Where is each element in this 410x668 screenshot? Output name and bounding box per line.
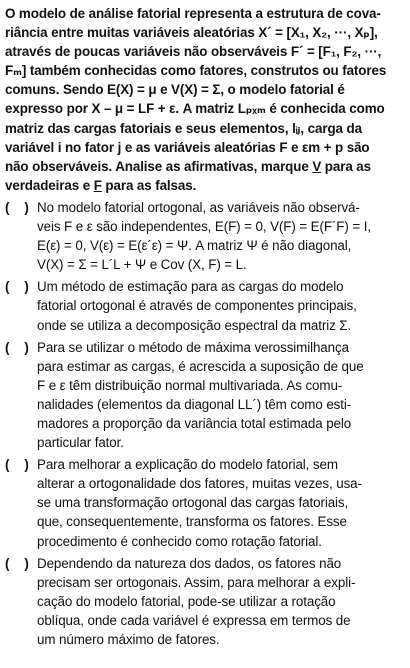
statement-text bbox=[37, 277, 404, 334]
statement-text bbox=[37, 338, 404, 453]
statement-line: particular fator. bbox=[37, 435, 124, 451]
statement-text: para as falsas. bbox=[105, 177, 197, 193]
statement-line: Dependendo da natureza dos dados, os fatores não bbox=[37, 555, 342, 571]
statement-text: para as bbox=[324, 158, 371, 174]
statement-line: através de poucas variáveis não observáveis F´ = [F₁, F₂, ···, bbox=[5, 44, 382, 60]
statement-line: variável i no fator j e as variáveis aleatórias F e εm + p são bbox=[5, 139, 370, 155]
statement-item bbox=[5, 277, 404, 334]
question-statement bbox=[5, 4, 404, 195]
statement-line: precisam ser ortogonais. Assim, para melhorar a expli- bbox=[37, 574, 356, 590]
statement-text bbox=[37, 198, 404, 274]
statement-line: onde se utiliza a decomposição espectral da matriz Σ. bbox=[37, 317, 352, 333]
statement-line: Fₘ] também conhecidas como fatores, construtos ou fatores bbox=[5, 63, 387, 79]
statement-line: Um método de estimação para as cargas do modelo bbox=[37, 279, 344, 295]
statement-line: oblíqua, onde cada variável é expressa em termos de bbox=[37, 612, 351, 628]
statement-line: Para se utilizar o método de máxima verossimilhança bbox=[37, 339, 349, 355]
statement-line: riância entre muitas variáveis aleatórias X´ = [X₁, X₂, ···, Xₚ], bbox=[5, 25, 378, 41]
statement-line: Para melhorar a explicação do modelo fatorial, sem bbox=[37, 457, 338, 473]
answer-blank[interactable]: ( ) bbox=[5, 457, 29, 473]
statement-line: se uma transformação ortogonal das cargas fatoriais, bbox=[37, 495, 349, 511]
answer-blank[interactable]: ( ) bbox=[5, 279, 29, 295]
answer-blank[interactable]: ( ) bbox=[5, 199, 29, 215]
statement-line: comuns. Sendo E(X) = μ e V(X) = Σ, o modelo fatorial é bbox=[5, 82, 345, 98]
statement-text: verdadeiras e bbox=[5, 177, 91, 193]
statement-line: veis F e ε são independentes, E(F) = 0, V(F) = E(F´F) = I, bbox=[37, 219, 371, 235]
statement-line: alterar a ortogonalidade dos fatores, muitas vezes, usa- bbox=[37, 476, 362, 492]
answer-blank[interactable]: ( ) bbox=[5, 339, 29, 355]
statement-line bbox=[5, 157, 404, 176]
statement-line: No modelo fatorial ortogonal, as variáveis não observá- bbox=[37, 199, 360, 215]
statement-text: não observáveis. Analise as afirmativas, marque bbox=[5, 158, 309, 174]
statement-line: nalidades (elementos da diagonal LL´) têm como esti- bbox=[37, 396, 352, 412]
statement-item bbox=[5, 554, 404, 649]
statement-line: E(ε) = 0, V(ε) = E(ε´ε) = Ψ. A matriz Ψ é não diagonal, bbox=[37, 238, 352, 254]
statement-list bbox=[5, 198, 404, 649]
statement-line: fatorial ortogonal é através de componentes principais, bbox=[37, 298, 357, 314]
statement-line: cação do modelo fatorial, pode-se utilizar a rotação bbox=[37, 593, 336, 609]
answer-blank[interactable]: ( ) bbox=[5, 555, 29, 571]
statement-line: para estimar as cargas, é acrescida a suposição de que bbox=[37, 358, 364, 374]
statement-line: madores a proporção da variância total estimada pelo bbox=[37, 415, 352, 431]
statement-line: procedimento é conhecido como rotação fatorial. bbox=[37, 533, 322, 549]
false-letter: F bbox=[93, 177, 102, 193]
statement-line: F e ε têm distribuição normal multivariada. As comu- bbox=[37, 377, 343, 393]
true-letter: V bbox=[312, 158, 322, 174]
statement-line: que, consequentemente, transforma os fatores. Esse bbox=[37, 514, 347, 530]
statement-line: matriz das cargas fatoriais e seus elementos, lᵢⱼ, carga da bbox=[5, 120, 362, 136]
statement-line bbox=[5, 176, 404, 195]
statement-text bbox=[37, 554, 404, 649]
statement-item bbox=[5, 455, 404, 550]
statement-text bbox=[37, 455, 404, 550]
statement-item bbox=[5, 338, 404, 453]
statement-line: um número máximo de fatores. bbox=[37, 632, 220, 647]
statement-item bbox=[5, 198, 404, 274]
statement-line: expresso por X – μ = LF + ε. A matriz Lₚₓₘ é conhecida como bbox=[5, 101, 385, 117]
statement-line: V(X) = Σ = L´L + Ψ e Cov (X, F) = L. bbox=[37, 257, 247, 273]
statement-line: O modelo de análise fatorial representa a estrutura de cova- bbox=[5, 6, 381, 21]
